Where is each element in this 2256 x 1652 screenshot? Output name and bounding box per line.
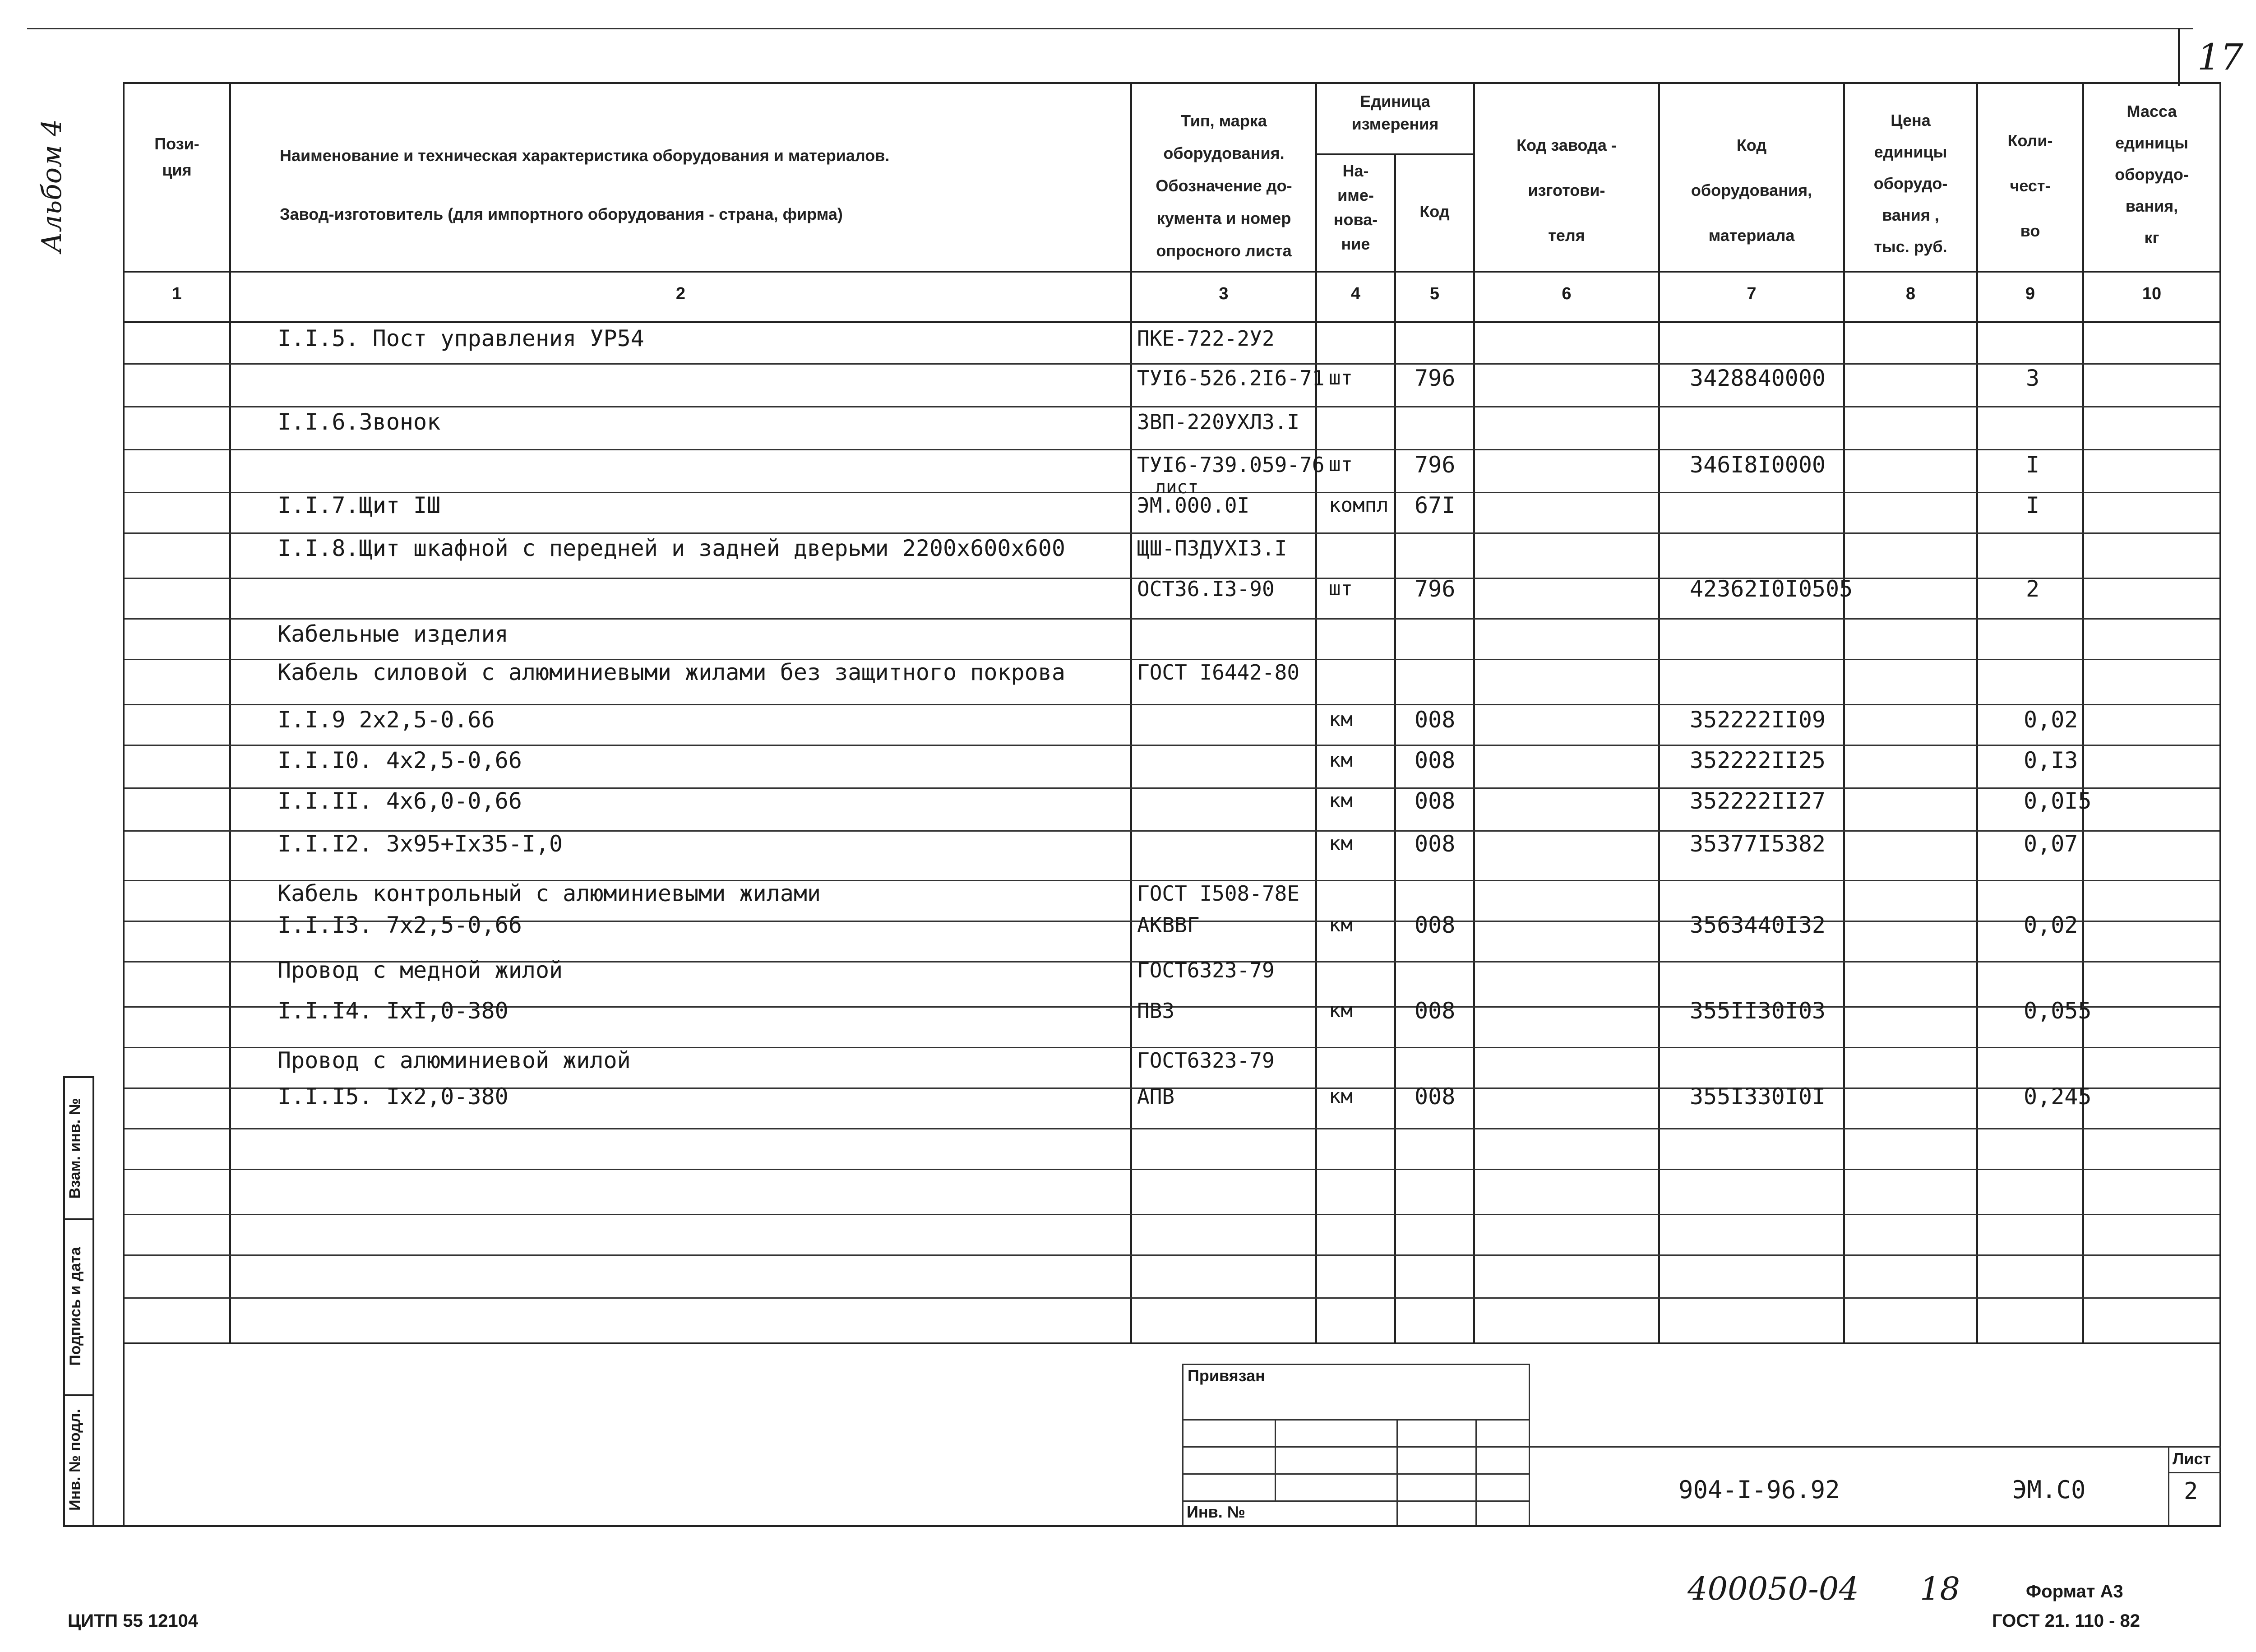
header-col3: Тип, марка оборудования. Обозначение до- кумента и номер опросного листа — [1156, 111, 1292, 260]
stamp-inv-no: Инв. № — [1187, 1503, 1245, 1521]
row-type: ЩШ-ПЗДУХI3.I — [1137, 536, 1287, 560]
colnum-1: 1 — [172, 284, 182, 303]
row-material: 352222II27 — [1690, 788, 1826, 814]
footer-left-code: ЦИТП 55 12104 — [68, 1611, 199, 1631]
row-type: АПВ — [1137, 1084, 1175, 1109]
row-type: ГОСТ6323-79 — [1137, 958, 1275, 982]
colnum-4: 4 — [1350, 284, 1361, 303]
col-line-2 — [1130, 82, 1132, 1343]
row-code: 008 — [1415, 747, 1456, 773]
row-code: 008 — [1415, 1083, 1456, 1110]
row-material: 3563440I32 — [1690, 912, 1826, 938]
doc-code: 904-I-96.92 — [1678, 1476, 1840, 1504]
row-name: Кабель силовой с алюминиевыми жилами без защитного покрова — [277, 659, 1065, 685]
colnum-8: 8 — [1905, 284, 1916, 303]
footer-handwritten-sheet: 18 — [1920, 1570, 1960, 1607]
sheet-box-left — [2168, 1446, 2169, 1525]
row-material: 3428840000 — [1690, 365, 1826, 391]
row-type: ПКЕ-722-2У2 — [1137, 326, 1275, 351]
row-type: ПВЗ — [1137, 999, 1175, 1023]
row-unit: км — [1329, 913, 1353, 936]
header-col4: На- име- нова- ние — [1333, 162, 1378, 253]
header-col7: Код оборудования, материала — [1691, 136, 1812, 245]
row-code: 796 — [1415, 365, 1456, 391]
col-line-5 — [1473, 82, 1475, 1343]
header-col8: Цена единицы оборудо- вания , тыс. руб. — [1873, 111, 1948, 256]
row-material: 355II30I03 — [1690, 998, 1826, 1024]
margin-podpis: Подпись и дата — [67, 1247, 84, 1366]
margin-line-top — [63, 1076, 94, 1078]
header-col10: Масса единицы оборудо- вания, кг — [2115, 102, 2189, 247]
colnum-bottom-border — [123, 321, 2221, 323]
colnum-9: 9 — [2025, 284, 2035, 303]
album-label: Альбом 4 — [36, 119, 68, 253]
row-unit: компл — [1329, 494, 1389, 517]
col-line-4 — [1394, 153, 1396, 1343]
row-name: I.I.8.Щит шкафной с передней и задней дверьми 2200х600х600 — [277, 535, 1065, 561]
stamp-row-2 — [1182, 1446, 1530, 1448]
row-name: I.I.I5. Iх2,0-380 — [277, 1083, 509, 1110]
page-number-box-left — [2178, 28, 2180, 86]
row-qty: 3 — [2026, 365, 2040, 391]
col-line-1 — [229, 82, 231, 1343]
row-qty: I — [2026, 452, 2040, 478]
row-code: 008 — [1415, 707, 1456, 733]
row-name: I.I.6.Звонок — [277, 409, 441, 435]
row-unit: шт — [1329, 453, 1353, 476]
row-type: ГОСТ I508-78Е — [1137, 881, 1300, 906]
col-line-9 — [2082, 82, 2084, 1343]
row-qty: 0,0I5 — [2024, 788, 2092, 814]
table-top-border — [123, 82, 2221, 84]
row-type-extra: лист — [1155, 477, 1199, 498]
stamp-row-3 — [1182, 1473, 1530, 1475]
frame-bottom-border — [63, 1525, 2221, 1527]
sheet-number: 2 — [2184, 1478, 2198, 1505]
margin-line-2 — [63, 1218, 94, 1220]
row-material: 355I330I0I — [1690, 1083, 1826, 1110]
header-bottom-border — [123, 271, 2221, 273]
row-unit: км — [1329, 749, 1353, 772]
header-col5: Код — [1419, 202, 1450, 221]
row-line — [125, 1169, 2219, 1170]
row-qty: 0,245 — [2024, 1083, 2092, 1110]
col-line-7 — [1843, 82, 1845, 1343]
row-name: I.I.I2. 3х95+Iх35-I,0 — [277, 831, 563, 857]
row-line — [125, 1214, 2219, 1215]
row-unit: шт — [1329, 577, 1353, 600]
stamp-col-3 — [1475, 1419, 1477, 1525]
row-unit: км — [1329, 1085, 1353, 1108]
stamp-privyazan: Привязан — [1188, 1366, 1265, 1385]
row-name: I.I.5. Пост управления УР54 — [277, 325, 644, 352]
row-code: 008 — [1415, 788, 1456, 814]
table-bottom-border — [123, 1342, 2221, 1344]
row-type: ТУI6-739.059-76 — [1137, 453, 1325, 477]
row-code: 008 — [1415, 998, 1456, 1024]
row-qty: 0,07 — [2024, 831, 2078, 857]
row-line — [125, 745, 2219, 746]
stamp-col-2 — [1396, 1419, 1398, 1525]
row-line — [125, 704, 2219, 705]
row-type: ЗВП-220УХЛЗ.I — [1137, 410, 1300, 434]
row-line — [125, 449, 2219, 450]
row-code: 67I — [1415, 492, 1456, 518]
row-line — [125, 1297, 2219, 1299]
row-name: Провод с медной жилой — [277, 957, 563, 983]
row-line — [125, 406, 2219, 407]
row-material: 352222II09 — [1690, 707, 1826, 733]
title-block-top — [1529, 1446, 2221, 1448]
colnum-5: 5 — [1429, 284, 1440, 303]
colnum-10: 10 — [2142, 284, 2162, 303]
row-name: Кабель контрольный с алюминиевыми жилами — [277, 880, 821, 907]
header-col9: Коли- чест- во — [2007, 131, 2053, 240]
col-line-3 — [1315, 82, 1317, 1343]
row-unit: км — [1329, 789, 1353, 812]
row-name: I.I.I3. 7х2,5-0,66 — [277, 912, 522, 938]
row-type: ГОСТ I6442-80 — [1137, 660, 1300, 685]
row-unit: км — [1329, 999, 1353, 1022]
row-qty: 0,I3 — [2024, 747, 2078, 773]
row-code: 796 — [1415, 452, 1456, 478]
row-material: 42362I0I0505 — [1690, 576, 1853, 602]
unit-group-divider — [1315, 153, 1473, 155]
colnum-6: 6 — [1562, 284, 1572, 303]
stamp-row-4 — [1182, 1500, 1530, 1502]
row-qty: I — [2026, 492, 2040, 518]
row-name: I.I.7.Щит IШ — [277, 492, 441, 518]
row-unit: км — [1329, 832, 1353, 855]
col-line-8 — [1976, 82, 1978, 1343]
row-unit: км — [1329, 708, 1353, 731]
row-type: ЭМ.000.0I — [1137, 493, 1250, 518]
row-qty: 0,02 — [2024, 912, 2078, 938]
colnum-2: 2 — [675, 284, 686, 303]
colnum-7: 7 — [1747, 284, 1757, 303]
stamp-row-1 — [1182, 1419, 1530, 1421]
header-col2: Наименование и техническая характеристика оборудования и материалов. Завод-изготовитель (для импортного оборудования - страна, фирма) — [280, 146, 890, 223]
page-number: 17 — [2197, 36, 2243, 78]
row-type: ТУI6-526.2I6-71 — [1137, 366, 1325, 390]
colnum-3: 3 — [1219, 284, 1229, 303]
frame-right-border — [2219, 82, 2221, 1526]
header-col1: Пози- ция — [154, 134, 199, 179]
row-line — [125, 1254, 2219, 1256]
footer-format: Формат А3 — [2026, 1582, 2123, 1601]
row-material: 35377I5382 — [1690, 831, 1826, 857]
stamp-top — [1182, 1364, 1530, 1365]
margin-outer-line — [63, 1076, 65, 1526]
stamp-col-1 — [1275, 1419, 1276, 1500]
row-name: Провод с алюминиевой жилой — [277, 1047, 631, 1074]
row-code: 796 — [1415, 576, 1456, 602]
row-line — [125, 532, 2219, 534]
row-line — [125, 618, 2219, 620]
sheet-label-divider — [2168, 1472, 2221, 1473]
margin-vzam: Взам. инв. № — [66, 1098, 83, 1199]
sheet-label: Лист — [2173, 1449, 2211, 1468]
row-name: I.I.I4. IхI,0-380 — [277, 998, 509, 1024]
header-unit-group: Единица измерения — [1351, 92, 1439, 133]
row-code: 008 — [1415, 912, 1456, 938]
footer-handwritten: 400050-04 — [1687, 1570, 1859, 1607]
row-type: ОСТ36.I3-90 — [1137, 577, 1275, 601]
row-name: Кабельные изделия — [277, 621, 509, 647]
row-unit: шт — [1329, 366, 1353, 389]
top-border-line — [27, 28, 2193, 29]
margin-inner-line — [92, 1076, 94, 1526]
doc-mark: ЭМ.С0 — [2012, 1476, 2086, 1504]
row-material: 346I8I0000 — [1690, 452, 1826, 478]
row-qty: 0,055 — [2024, 998, 2092, 1024]
col-line-6 — [1658, 82, 1660, 1343]
header-col6: Код завода - изготови- теля — [1516, 136, 1617, 245]
margin-inv: Инв. № подл. — [66, 1409, 83, 1511]
row-material: 352222II25 — [1690, 747, 1826, 773]
row-name: I.I.I0. 4х2,5-0,66 — [277, 747, 522, 773]
row-qty: 2 — [2026, 576, 2040, 602]
footer-gost: ГОСТ 21. 110 - 82 — [1992, 1611, 2140, 1631]
row-code: 008 — [1415, 831, 1456, 857]
row-type: АКВВГ — [1137, 913, 1200, 937]
row-name: I.I.II. 4х6,0-0,66 — [277, 788, 522, 814]
row-type: ГОСТ6323-79 — [1137, 1048, 1275, 1073]
row-name: I.I.9 2х2,5-0.66 — [277, 707, 495, 733]
row-line — [125, 1128, 2219, 1129]
row-qty: 0,02 — [2024, 707, 2078, 733]
